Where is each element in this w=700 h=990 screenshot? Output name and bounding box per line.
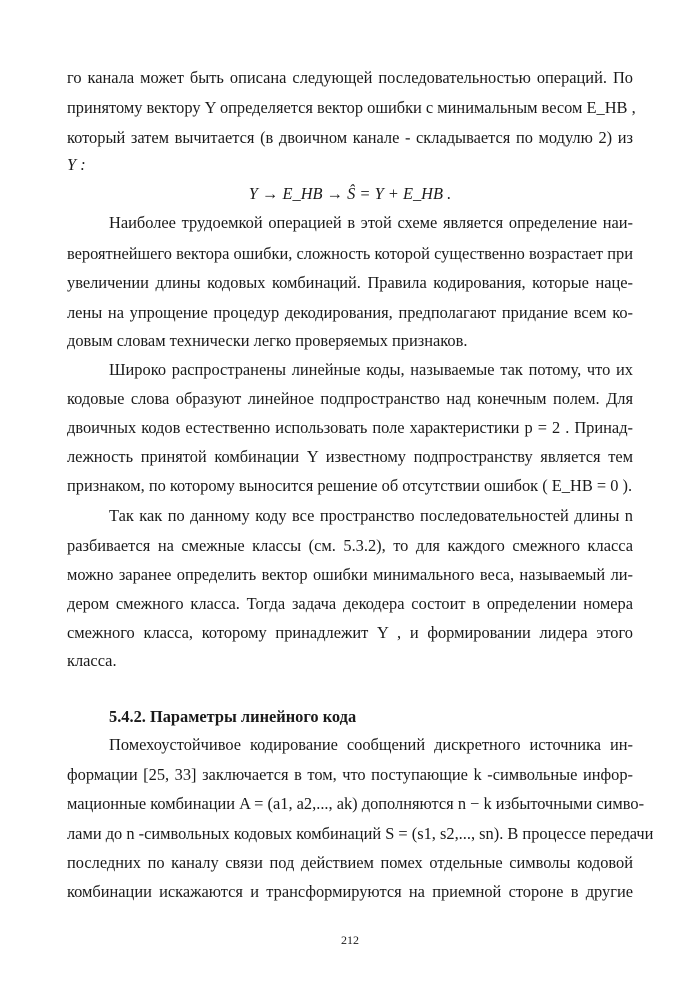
text-line: кодовые слова образуют линейное подпространство над конечным полем. Для xyxy=(67,389,633,408)
formula: Y → E_HB → Ŝ = Y + E_HB . xyxy=(248,184,452,203)
text-line: мационные комбинации A = (a1, a2,..., ak) дополняются n − k избыточными симво- xyxy=(67,794,645,813)
text-line: смежного класса, которому принадлежит Y , и формировании лидера этого xyxy=(67,623,633,642)
text-line: Так как по данному коду все пространство последовательностей длины n xyxy=(109,506,633,525)
text-line: признаком, по которому выносится решение об отсутствии ошибок ( E_HB = 0 ). xyxy=(67,476,633,495)
text-line: последних по каналу связи под действием помех отдельные символы кодовой xyxy=(67,853,633,872)
text-line: довым словам технически легко проверяемых признаков. xyxy=(67,331,468,350)
text-line: лежность принятой комбинации Y известному подпространству является тем xyxy=(67,447,633,466)
text-line: класса. xyxy=(67,651,117,670)
text-line: можно заранее определить вектор ошибки минимального веса, называемый ли- xyxy=(67,565,633,584)
text-line: который затем вычитается (в двоичном канале - складывается по модулю 2) из xyxy=(67,128,633,147)
text-line: принятому вектору Y определяется вектор ошибки с минимальным весом E_HB , xyxy=(67,98,636,117)
text-line: Наиболее трудоемкой операцией в этой схеме является определение наи- xyxy=(109,213,633,232)
page-number: 212 xyxy=(341,933,359,947)
text-line: формации [25, 33] заключается в том, что поступающие k -символьные инфор- xyxy=(67,765,633,784)
text-line: комбинации искажаются и трансформируются на приемной стороне в другие xyxy=(67,882,633,901)
text-line: го канала может быть описана следующей последовательностью операций. По xyxy=(67,68,633,87)
text-line: дером смежного класса. Тогда задача декодера состоит в определении номера xyxy=(67,594,633,613)
text-line: двоичных кодов естественно использовать поле характеристики p = 2 . Принад- xyxy=(67,418,633,437)
text-line: лены на упрощение процедур декодирования, предполагают придание всем ко- xyxy=(67,303,633,322)
text-line: лами до n -символьных кодовых комбинаций S = (s1, s2,..., sn). В процессе передачи xyxy=(67,824,654,843)
text-line: разбивается на смежные классы (см. 5.3.2), то для каждого смежного класса xyxy=(67,536,633,555)
text-line: вероятнейшего вектора ошибки, сложность которой существенно возрастает при xyxy=(67,244,633,263)
text-line: Y : xyxy=(67,155,86,174)
text-line: Помехоустойчивое кодирование сообщений дискретного источника ин- xyxy=(109,735,633,754)
text-line: увеличении длины кодовых комбинаций. Правила кодирования, которые наце- xyxy=(67,273,633,292)
text-line: Широко распространены линейные коды, называемые так потому, что их xyxy=(109,360,633,379)
section-heading: 5.4.2. Параметры линейного кода xyxy=(109,707,357,726)
